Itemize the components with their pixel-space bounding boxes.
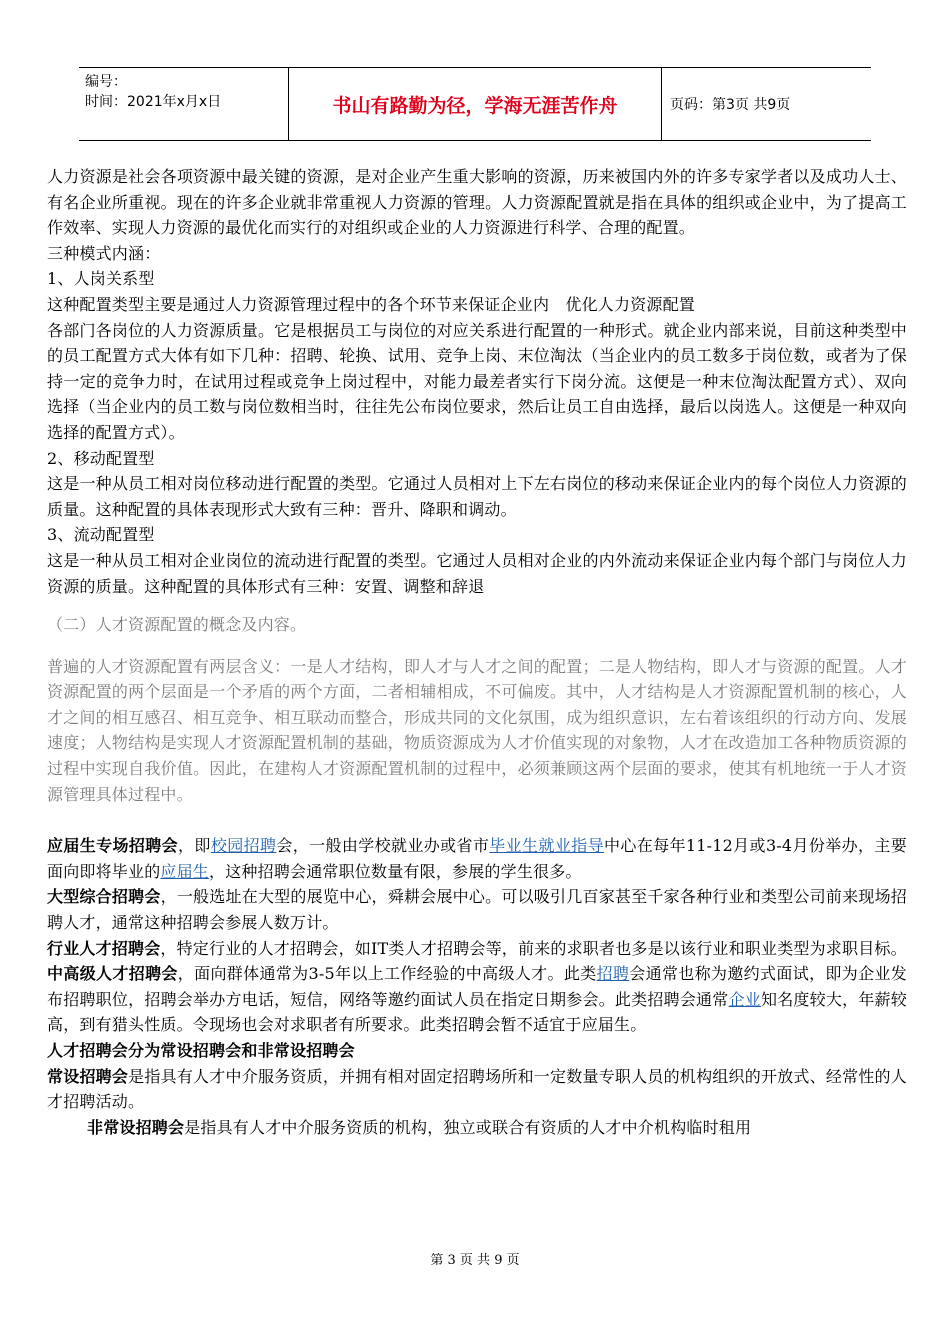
mode-2-body: 这是一种从员工相对岗位移动进行配置的类型。它通过人员相对上下左右岗位的移动来保证企业内的每个岗位人力资源的质量。这种配置的具体表现形式大致有三种：晋升、降职和调动。 — [47, 474, 907, 519]
campus-fair-term: 应届生专场招聘会 — [47, 836, 179, 856]
graduate-link[interactable]: 应届生 — [160, 861, 210, 881]
header-meta — [79, 68, 289, 140]
regular-fair-term: 常设招聘会 — [47, 1066, 129, 1086]
mode-3-body: 这是一种从员工相对企业岗位的流动进行配置的类型。它通过人员相对企业的内外流动来保证企业内每个部门与岗位人力资源的质量。这种配置的具体形式有三种：安置、调整和辞退 — [47, 550, 907, 596]
text-run: 是指具有人才中介服务资质的机构，独立或联合有资质的人才中介机构临时租用 — [184, 1117, 752, 1137]
mode-1-body: 各部门各岗位的人力资源质量。它是根据员工与岗位的对应关系进行配置的一种形式。就企业内部来说，目前这种类型中的员工配置方式大体有如下几种：招聘、轮换、试用、竞争上岗、末位淘汰（当企业内的员工数多于岗位数，或者为了保持一定的竞争力时，在试用过程或竞争上岗过程中，对能力最差者实行下岗分流。这便是一种末位淘汰配置方式）、双向选择（当企业内的员工数与岗位数相当时，往往先公布岗位要求，然后让员工自由选择，最后以岗选人。这便是一种双向选择的配置方式）。 — [47, 320, 907, 442]
text-run: 中心在每年11-12月或3-4月份举办，主要面向即将毕业的 — [47, 836, 907, 881]
campus-recruit-link[interactable]: 校园招聘 — [210, 836, 277, 856]
section-2-body: 普遍的人才资源配置有两层含义：一是人才结构，即人才与人才之间的配置；二是人物结构，即人才与资源的配置。人才资源配置的两个层面是一个矛盾的两个方面，二者相辅相成，不可偏废。其中，人才结构是人才资源配置机制的核心，人才之间的相互感召、相互竞争、相互联动而整合，形成共同的文化氛围，成为组织意识，左右着该组织的行动方向、发展速度；人物结构是实现人才资源配置机制的基础，物质资源成为人才价值实现的对象物，人才在改造加工各种物质资源的过程中实现自我价值。因此，在建构人才资源配置机制的过程中，必须兼顾这两个层面的要求，使其有机地统一于人才资源管理具体过程中。 — [47, 656, 907, 804]
modes-title: 三种模式内涵： — [47, 243, 161, 263]
enterprise-link[interactable]: 企业 — [728, 989, 761, 1009]
graduate-guidance-link[interactable]: 毕业生就业指导 — [489, 836, 604, 856]
header-page-label: 页码：第3页 共9页 — [670, 97, 791, 113]
temporary-fair-paragraph — [47, 1115, 907, 1141]
large-fair-paragraph — [47, 884, 907, 935]
text-run: ，面向群体通常为3-5年以上工作经验的中高级人才。此类 — [177, 964, 597, 984]
document-time-label: 时间：2021年x月x日 — [85, 94, 222, 110]
intro-paragraph: 人力资源是社会各项资源中最关键的资源，是对企业产生重大影响的资源，历来被国内外的许多专家学者以及成功人士、有名企业所重视。现在的许多企业就非常重视人力资源的管理。人力资源配置就是指在具体的组织或企业中，为了提高工作效率、实现人力资源的最优化而实行的对组织或企业的人力资源进行科学、合理的配置。 — [47, 167, 907, 238]
industry-fair-paragraph — [47, 936, 907, 962]
page-header — [79, 67, 871, 141]
document-body — [47, 164, 907, 1140]
recruit-link[interactable]: 招聘 — [596, 964, 630, 984]
mode-2-title: 2、移动配置型 — [47, 448, 155, 468]
fair-types-heading: 人才招聘会分为常设招聘会和非常设招聘会 — [47, 1041, 355, 1060]
mode-1-line: 这种配置类型主要是通过人力资源管理过程中的各个环节来保证企业内 优化人力资源配置 — [47, 294, 696, 314]
header-motto: 书山有路勤为径，学海无涯苦作舟 — [289, 68, 662, 140]
document-number-label: 编号： — [85, 74, 127, 90]
text-run: ，这种招聘会通常职位数量有限，参展的学生很多。 — [209, 861, 582, 881]
text-run: 会通常也称为邀约式面试，即为企业发布招聘职位，招聘会举办方电话，短信，网络等邀约面试人员在指定日期参会。此类招聘会通常 — [47, 964, 907, 1009]
mode-1-title: 1、人岗关系型 — [47, 269, 155, 289]
text-run: ，即 — [178, 836, 211, 856]
text-run: ，一般选址在大型的展览中心，舜耕会展中心。可以吸引几百家甚至千家各种行业和类型公司前来现场招聘人才，通常这种招聘会参展人数万计。 — [47, 887, 907, 933]
page-footer: 第 3 页 共 9 页 — [430, 1253, 520, 1268]
senior-fair-term: 中高级人才招聘会 — [47, 964, 178, 984]
campus-fair-paragraph — [47, 833, 907, 884]
text-run: 会，一般由学校就业办或省市 — [276, 836, 490, 856]
mode-3-title: 3、流动配置型 — [47, 525, 155, 545]
temporary-fair-term: 非常设招聘会 — [87, 1117, 185, 1137]
large-fair-term: 大型综合招聘会 — [47, 887, 161, 907]
text-run: 知名度较大，年薪较高，到有猎头性质。令现场也会对求职者有所要求。此类招聘会暂不适宜于应届生。 — [47, 989, 907, 1035]
text-run: 是指具有人才中介服务资质，并拥有相对固定招聘场所和一定数量专职人员的机构组织的开放式、经常性的人才招聘活动。 — [47, 1066, 907, 1112]
section-2-heading: （二）人才资源配置的概念及内容。 — [47, 615, 307, 635]
regular-fair-paragraph — [47, 1064, 907, 1115]
text-run: ，特定行业的人才招聘会，如IT类人才招聘会等，前来的求职者也多是以该行业和职业类型为求职目标。 — [160, 938, 907, 958]
industry-fair-term: 行业人才招聘会 — [47, 938, 161, 958]
senior-fair-paragraph — [47, 961, 907, 1038]
